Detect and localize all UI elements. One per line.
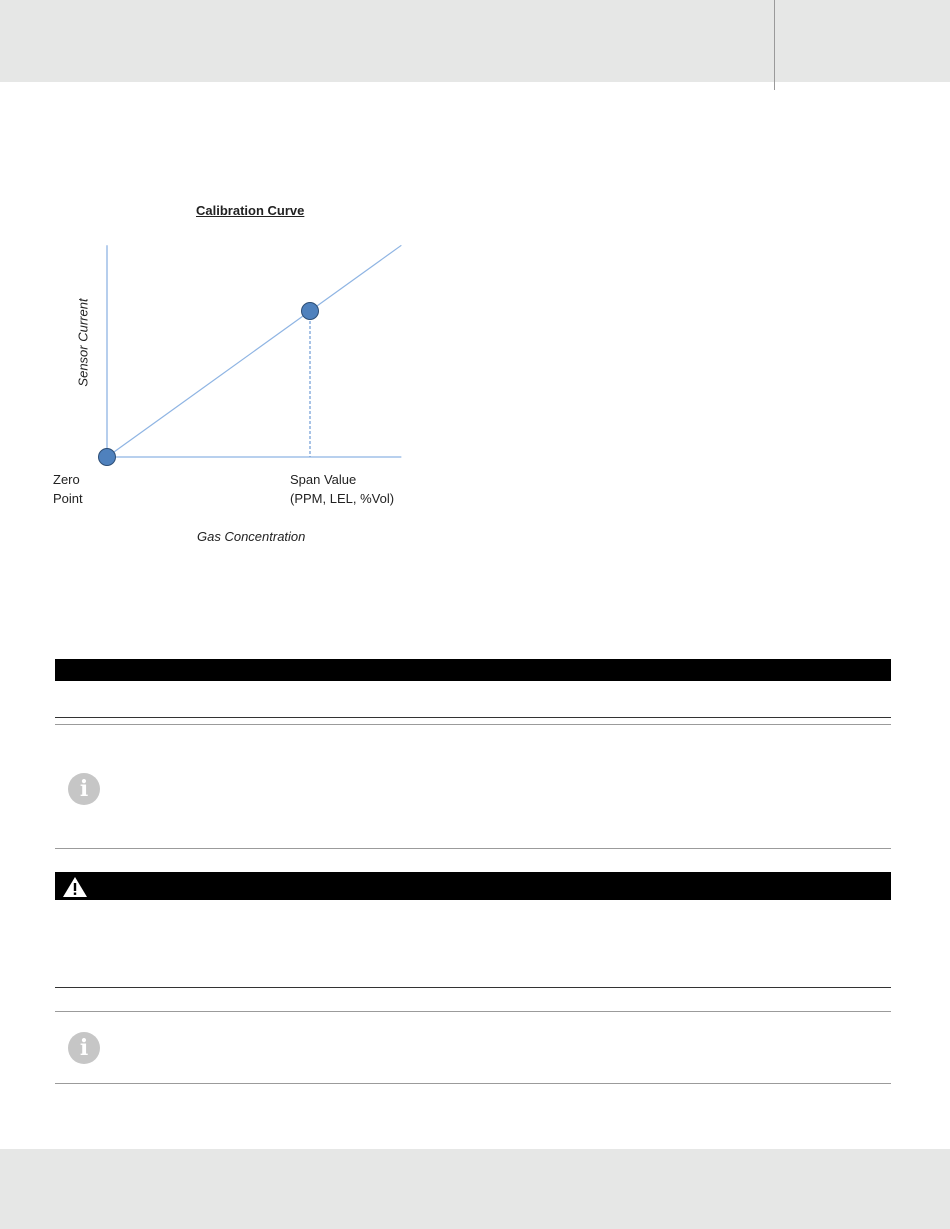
y-axis-label: Sensor Current <box>75 298 91 387</box>
section-header-bar <box>55 659 891 681</box>
warning-header-bar <box>55 872 891 900</box>
divider-rule <box>55 717 891 718</box>
note-bottom-rule <box>55 848 891 849</box>
note2-top-rule <box>55 1011 891 1012</box>
span-value-label-line1: Span Value <box>290 472 357 487</box>
span-value-marker <box>302 303 319 320</box>
warning-icon <box>62 876 88 898</box>
span-value-label-line2: (PPM, LEL, %Vol) <box>290 491 395 506</box>
series-line-0 <box>107 245 401 457</box>
header-divider <box>774 0 775 90</box>
calibration-chart <box>50 195 420 495</box>
note2-bottom-rule <box>55 1083 891 1084</box>
footer-band <box>0 1149 950 1229</box>
note-top-rule <box>55 724 891 725</box>
divider-rule-2 <box>55 987 891 988</box>
header-band <box>0 0 950 82</box>
zero-point-label-line1: Zero <box>53 472 80 487</box>
x-axis-label: Gas Concentration <box>197 529 306 544</box>
info-icon-2: i <box>68 1032 100 1064</box>
calibration-curve-figure <box>50 195 420 555</box>
chart-title: Calibration Curve <box>196 203 305 218</box>
zero-point-label-line2: Point <box>53 491 83 506</box>
zero-point-marker <box>99 449 116 466</box>
info-icon: i <box>68 773 100 805</box>
